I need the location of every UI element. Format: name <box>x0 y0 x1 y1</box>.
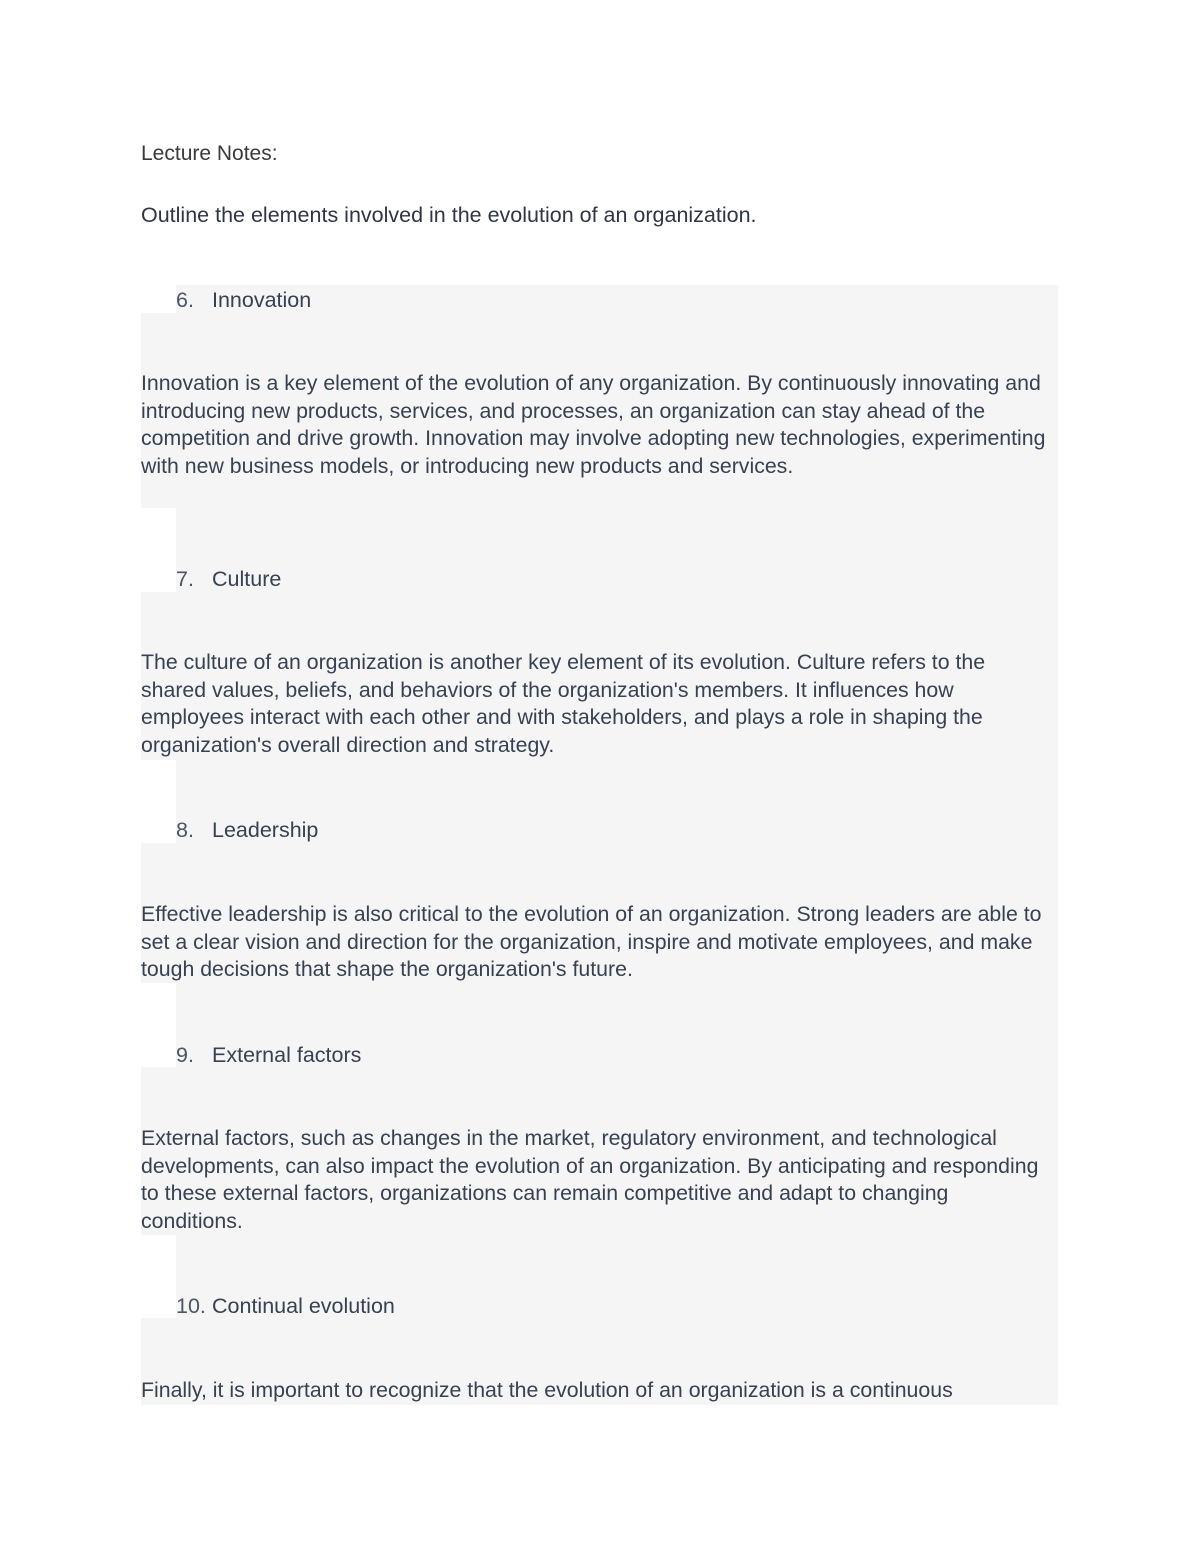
list-number: 8. <box>176 818 194 842</box>
section-paragraph-continual-evolution: Finally, it is important to recognize that the evolution of an organization is a continuous <box>141 1378 953 1402</box>
page-subtitle: Outline the elements involved in the evolution of an organization. <box>141 203 757 227</box>
list-number: 6. <box>176 288 194 312</box>
list-number: 10. <box>176 1294 206 1318</box>
list-number: 9. <box>176 1043 194 1067</box>
section-paragraph-leadership: Effective leadership is also critical to the evolution of an organization. Strong leaders are able to set a clear vision and direction for the organization, inspire and motivate employees, and make tough decisions that shape the organization's future. <box>141 902 1042 982</box>
section-heading-leadership <box>176 816 318 844</box>
section-heading-text: External factors <box>212 1043 362 1067</box>
section-heading-innovation <box>176 286 311 314</box>
section-heading-text: Culture <box>212 567 282 591</box>
section-heading-continual-evolution <box>176 1292 395 1320</box>
section-paragraph-innovation: Innovation is a key element of the evolution of any organization. By continuously innovating and introducing new products, services, and processes, an organization can stay ahead of the competition and drive growth. Innovation may involve adopting new technologies, experimenting with new business models, or introducing new products and services. <box>141 371 1046 478</box>
list-number: 7. <box>176 567 194 591</box>
page-title: Lecture Notes: <box>141 142 278 165</box>
section-heading-text: Continual evolution <box>212 1294 395 1318</box>
section-paragraph-culture: The culture of an organization is another key element of its evolution. Culture refers to the shared values, beliefs, and behaviors of the organization's members. It influences how employees interact with each other and with stakeholders, and plays a role in shaping the organization's overall direction and strategy. <box>141 650 986 757</box>
section-heading-culture <box>176 565 281 593</box>
section-heading-text: Leadership <box>212 818 319 842</box>
section-heading-text: Innovation <box>212 288 312 312</box>
section-paragraph-external-factors: External factors, such as changes in the market, regulatory environment, and technological developments, can also impact the evolution of an organization. By anticipating and responding to these external factors, organizations can remain competitive and adapt to changing conditions. <box>141 1126 1039 1233</box>
section-heading-external-factors <box>176 1041 361 1069</box>
